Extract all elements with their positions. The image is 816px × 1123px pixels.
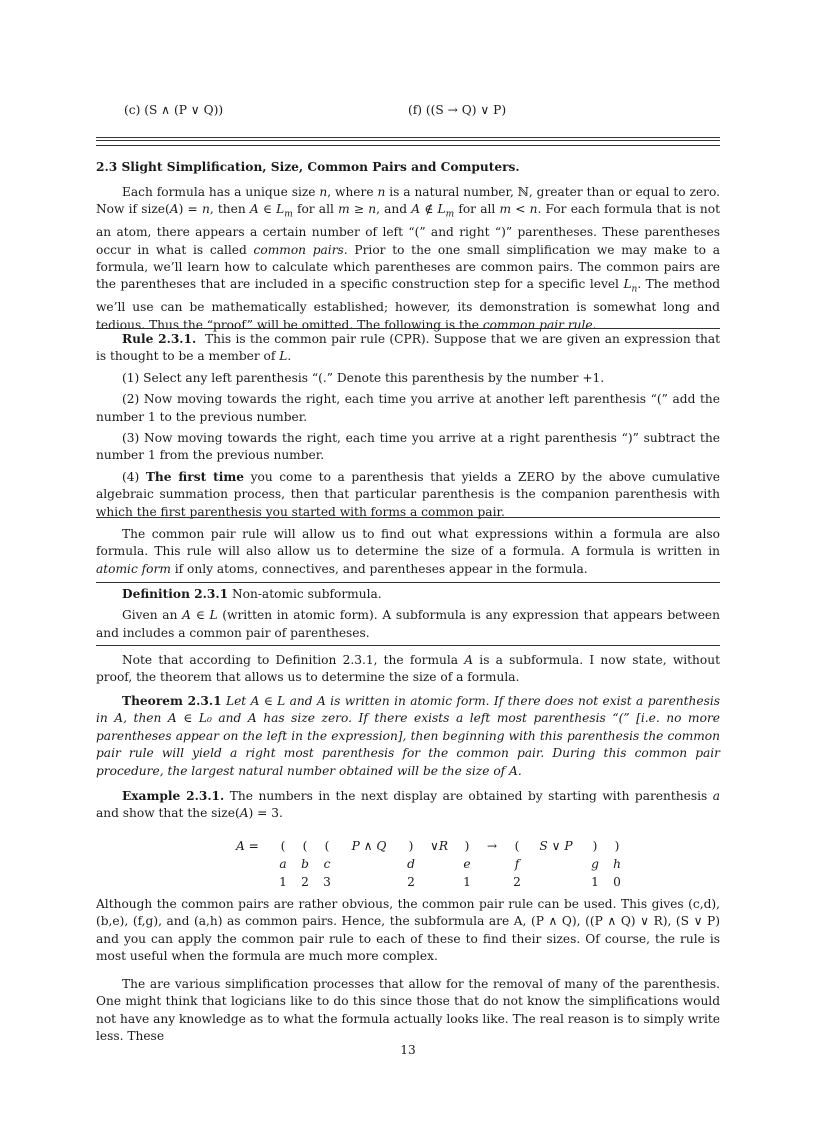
paragraph-segment: ∈ bbox=[258, 202, 277, 217]
paragraph-segment: L bbox=[623, 277, 632, 292]
theorem-body: Let A ∈ L and A is written in atomic form. If there does not exist a parenthesis in A, then A ∈ L₀ and A has size zero. If there exists a left most parenthesis “(” [i.e. no more parentheses appear on the left in the expression], then beginning with this parenthesis the common pair rule will yield a right most parenthesis for the common pair. During this common pair procedure, the largest natural number obtained will be the size of A. bbox=[96, 694, 721, 778]
paragraph-segment: n bbox=[368, 202, 377, 217]
token-cell: ∨R bbox=[429, 839, 449, 853]
paragraph-segment: , then bbox=[209, 202, 250, 217]
token-cell: P ∧ Q bbox=[351, 839, 387, 853]
double-rule-mid bbox=[96, 140, 720, 141]
letter-cell: b bbox=[301, 857, 309, 871]
section-title: 2.3 Slight Simplification, Size, Common Pairs and Computers. bbox=[96, 160, 520, 174]
paragraph-segment: m bbox=[338, 202, 350, 217]
number-cell: 0 bbox=[613, 875, 621, 889]
paragraph-segment: ≥ bbox=[349, 202, 369, 217]
number-cell: 1 bbox=[463, 875, 471, 889]
paragraph-segment: for all bbox=[454, 202, 500, 217]
paragraph-segment: , where bbox=[327, 185, 378, 199]
paragraph-pairs: Although the common pairs are rather obvious, the common pair rule can be used. This gives (c,d), (b,e), (f,g), and (a,h) as common pairs. Hence, the subformula are A, (P ∧ Q), ((P ∧ Q) ∨ R), (S ∨ P) and you can apply the common pair rule to each of these to find their sizes. Of course, the rule is most useful when the formula are much more complex. bbox=[96, 897, 720, 964]
definition-top-line bbox=[96, 582, 720, 583]
paragraph-segment: A bbox=[249, 202, 259, 217]
paragraph-segment: . The method we’ll use can be mathematically established; however, its demonstration is somewhat long and tedious. Thus the “proof” will be omitted. The following is the bbox=[96, 277, 721, 332]
paragraph-segment: A bbox=[411, 202, 421, 217]
paragraph-segment: A bbox=[169, 202, 179, 217]
paragraph-segment: L bbox=[437, 202, 446, 217]
paragraph-note: Note that according to Definition 2.3.1, the formula A is a subformula. I now state, without proof, the theorem that allows us to determine the size of a formula. bbox=[96, 653, 720, 685]
double-rule-top bbox=[96, 137, 720, 138]
rule-step-4: (4) The first time you come to a parenthesis that yields a ZERO by the above cumulative algebraic summation process, then that particular parenthesis is the companion parenthesis with which the first parenthesis you started with forms a common pair. bbox=[96, 469, 721, 519]
rule-step-1: (1) Select any left parenthesis “(.” Denote this parenthesis by the number +1. bbox=[122, 370, 605, 385]
example-display bbox=[96, 838, 720, 892]
token-cell: ( bbox=[280, 839, 286, 853]
letter-cell: h bbox=[613, 857, 621, 871]
token-cell: ) bbox=[408, 839, 414, 853]
rule-label: Rule 2.3.1. bbox=[122, 332, 197, 346]
double-rule-bottom bbox=[96, 145, 720, 146]
page-number: 13 bbox=[400, 1043, 416, 1057]
paragraph-segment: Each formula has a unique size bbox=[122, 185, 320, 199]
paragraph-segment: m bbox=[499, 202, 512, 217]
letter-cell: f bbox=[514, 857, 520, 871]
paragraph-segment: for all bbox=[292, 202, 339, 217]
number-cell: 2 bbox=[513, 875, 521, 889]
definition-label: Definition 2.3.1 bbox=[122, 587, 229, 601]
theorem-block bbox=[96, 693, 720, 780]
letter-cell: d bbox=[407, 857, 415, 871]
paragraph-segment: n bbox=[377, 185, 386, 199]
paragraph-segment: m bbox=[284, 209, 293, 220]
exercise-c: (c) (S ∧ (P ∨ Q)) bbox=[124, 103, 224, 117]
exercise-f: (f) ((S → Q) ∨ P) bbox=[408, 103, 507, 117]
rule-bottom-line bbox=[96, 517, 720, 518]
example-label: Example 2.3.1. bbox=[122, 789, 225, 803]
token-cell: ( bbox=[514, 839, 520, 853]
paragraph-size bbox=[96, 184, 720, 334]
letter-cell: e bbox=[463, 857, 471, 871]
rule-step-2: (2) Now moving towards the right, each time you arrive at another left parenthesis “(” add the number 1 to the previous number. bbox=[96, 392, 720, 424]
paragraph-segment: m bbox=[445, 209, 455, 220]
paragraph-segment: . Prior to the one small simplification we may make to a formula, we’ll learn how to calculate which parentheses are common pairs. The common pairs are the parentheses that are included in a specific construction step for a specific level bbox=[96, 242, 721, 292]
paragraph-segment: common pairs bbox=[253, 242, 344, 257]
paragraph-segment: is a natural number, ℕ, greater than or equal to zero. Now if size( bbox=[96, 185, 720, 217]
rule-intro: Rule 2.3.1. This is the common pair rule (CPR). Suppose that we are given an expression that is thought to be a member of L. bbox=[96, 332, 721, 364]
paragraph-segment: < bbox=[511, 202, 530, 217]
paragraph-segment: n bbox=[201, 202, 210, 217]
paragraph-segment: ) = bbox=[178, 202, 202, 217]
token-cell: ) bbox=[464, 839, 470, 853]
theorem-label: Theorem 2.3.1 bbox=[122, 694, 222, 708]
paragraph-segment: L bbox=[276, 202, 285, 217]
number-cell: 2 bbox=[407, 875, 415, 889]
definition-block: Definition 2.3.1 Non-atomic subformula. Given an A ∈ L (written in atomic form). A subformula is any expression that appears between and includes a common pair of parentheses. bbox=[96, 586, 720, 642]
example-block: Example 2.3.1. The numbers in the next display are obtained by starting with parenthesis a and show that the size(A) = 3. bbox=[96, 789, 721, 821]
paragraph-segment: n bbox=[319, 185, 328, 199]
number-cell: 3 bbox=[323, 875, 331, 889]
paragraph-segment: common pair rule bbox=[482, 317, 593, 332]
section-paragraph bbox=[96, 184, 720, 334]
letter-cell: c bbox=[323, 857, 331, 871]
rule-block bbox=[96, 331, 720, 521]
example-lhs: A = bbox=[236, 839, 259, 853]
paragraph-segment: , and bbox=[376, 202, 412, 217]
paragraph-common-pair: The common pair rule will allow us to find out what expressions within a formula are also formula. This rule will also allow us to determine the size of a formula. A formula is written in atomic form if only atoms, connectives, and parentheses appear in the formula. bbox=[96, 527, 720, 576]
paragraph-segment: . bbox=[592, 317, 597, 332]
rule-step-3: (3) Now moving towards the right, each time you arrive at a right parenthesis “)” subtract the number 1 from the previous number. bbox=[96, 431, 720, 463]
token-cell: ( bbox=[324, 839, 330, 853]
paragraph-simplification: The are various simplification processes that allow for the removal of many of the parenthesis. One might think that logicians like to do this since those that do not know the simplifications would not have any knowledge as to what the formula actually looks like. The real reason is to simply write less. These bbox=[96, 977, 720, 1044]
letter-cell: g bbox=[591, 857, 599, 871]
token-cell: ( bbox=[302, 839, 308, 853]
token-cell: ) bbox=[592, 839, 598, 853]
paragraph-segment: . For each formula that is not an atom, there appears a certain number of left “(” and right “)” parentheses. These parentheses occur in what is called bbox=[96, 202, 721, 257]
number-cell: 1 bbox=[591, 875, 599, 889]
letter-cell: a bbox=[279, 857, 287, 871]
token-cell: ) bbox=[614, 839, 620, 853]
paragraph-segment: ∉ bbox=[420, 202, 438, 217]
definition-body: Given an A ∈ L (written in atomic form). A subformula is any expression that appears between and includes a common pair of parentheses. bbox=[96, 608, 720, 640]
paragraph-segment: n bbox=[529, 202, 538, 217]
token-cell: → bbox=[486, 839, 498, 853]
number-cell: 2 bbox=[301, 875, 309, 889]
rule-top-line bbox=[96, 328, 720, 329]
paragraph-segment: n bbox=[631, 284, 638, 295]
definition-bottom-line bbox=[96, 645, 720, 646]
token-cell: S ∨ P bbox=[539, 839, 573, 853]
number-cell: 1 bbox=[279, 875, 287, 889]
